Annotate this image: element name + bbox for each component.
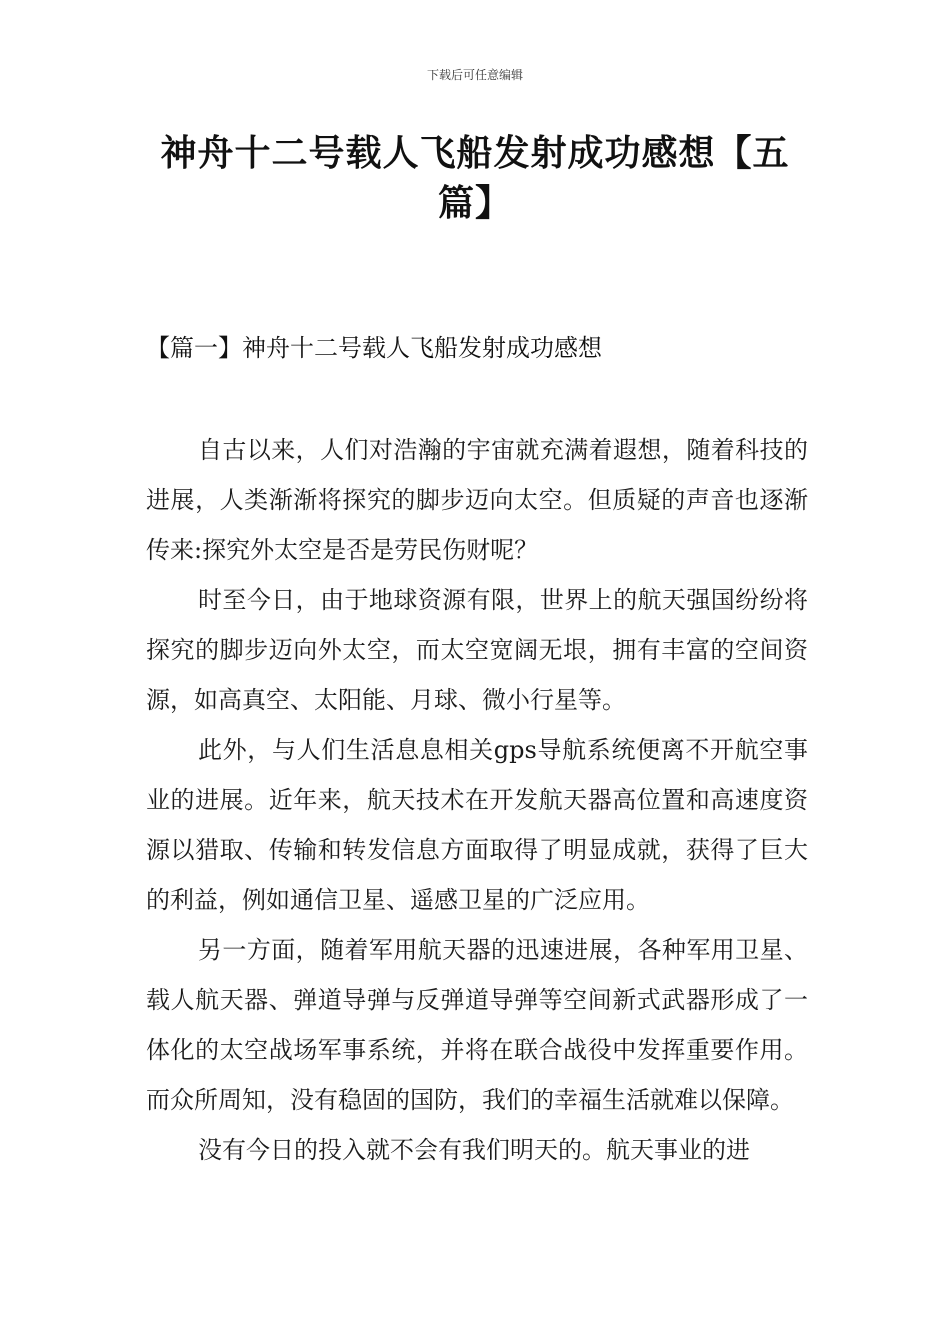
body-text: [146, 425, 808, 1175]
paragraph: 没有今日的投入就不会有我们明天的。航天事业的进: [198, 1136, 750, 1164]
paragraph: 时至今日，由于地球资源有限，世界上的航天强国纷纷将探究的脚步迈向外太空，而太空宽阔无垠，拥有丰富的空间资源，如高真空、太阳能、月球、微小行星等。: [146, 586, 808, 714]
paragraph: 自古以来，人们对浩瀚的宇宙就充满着遐想，随着科技的进展，人类渐渐将探究的脚步迈向太空。但质疑的声音也逐渐传来:探究外太空是否是劳民伤财呢？: [146, 436, 808, 564]
document-title: 神舟十二号载人飞船发射成功感想【五篇】: [160, 132, 790, 224]
header-note: 下载后可任意编辑: [426, 68, 523, 82]
section-heading: 【篇一】神舟十二号载人飞船发射成功感想: [146, 334, 602, 362]
paragraph: 另一方面，随着军用航天器的迅速进展，各种军用卫星、载人航天器、弹道导弹与反弹道导弹等空间新式武器形成了一体化的太空战场军事系统，并将在联合战役中发挥重要作用。而众所周知，没有稳固的国防，我们的幸福生活就难以保障。: [146, 936, 808, 1114]
paragraph: 此外，与人们生活息息相关gps导航系统便离不开航空事业的进展。近年来，航天技术在开发航天器高位置和高速度资源以猎取、传输和转发信息方面取得了明显成就，获得了巨大的利益，例如通信卫星、遥感卫星的广泛应用。: [146, 736, 808, 914]
